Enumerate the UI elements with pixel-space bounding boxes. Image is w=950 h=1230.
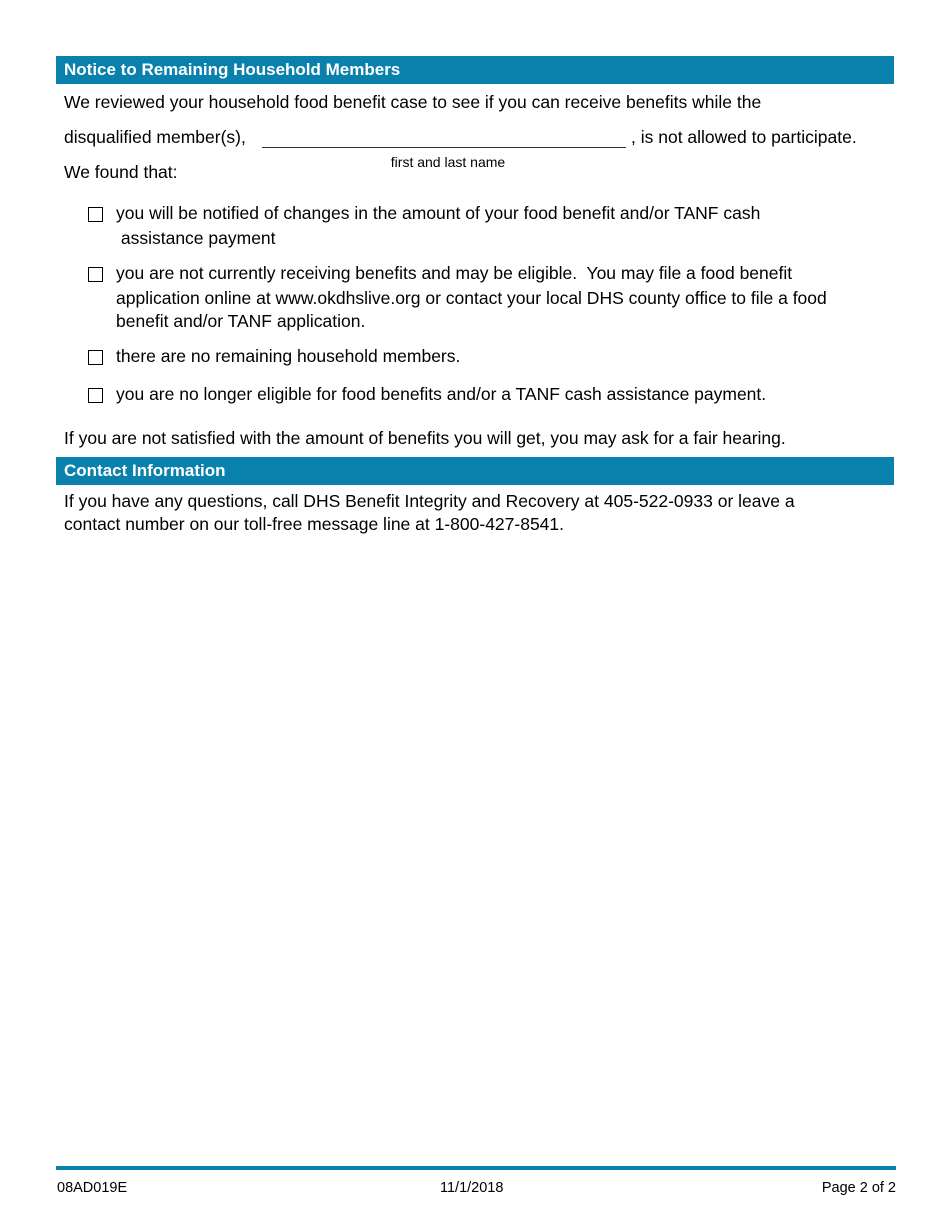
contact-line-2: contact number on our toll-free message line at 1-800-427-8541.: [64, 514, 565, 534]
option-no-longer-eligible-checkbox[interactable]: [88, 388, 103, 403]
footer-divider: [56, 1166, 896, 1170]
option-notified-checkbox[interactable]: [88, 207, 103, 222]
found-label: We found that:: [64, 162, 178, 182]
member-name-caption: first and last name: [390, 154, 506, 170]
option-notified-line-1: you will be notified of changes in the amount of your food benefit and/or TANF cash: [116, 203, 761, 223]
option-no-longer-eligible-text: you are no longer eligible for food benefits and/or a TANF cash assistance payment.: [116, 384, 767, 404]
option-no-members-checkbox[interactable]: [88, 350, 103, 365]
page-number: Page 2 of 2: [821, 1180, 896, 1196]
notice-intro-line-1: We reviewed your household food benefit case to see if you can receive benefits while the: [64, 92, 762, 112]
fair-hearing-text: If you are not satisfied with the amount of benefits you will get, you may ask for a fair hearing.: [64, 428, 786, 448]
notice-intro-line-2-suffix: , is not allowed to participate.: [631, 127, 857, 147]
member-name-field[interactable]: [262, 147, 626, 148]
option-may-be-eligible-checkbox[interactable]: [88, 267, 103, 282]
option-notified-line-2: assistance payment: [116, 228, 276, 248]
form-number: 08AD019E: [57, 1180, 128, 1196]
option-notified-text: [116, 202, 886, 250]
contact-section-header: Contact Information: [56, 457, 894, 485]
option-may-be-eligible-line-2: application online at www.okdhslive.org or contact your local DHS county office to file a food: [116, 288, 827, 308]
contact-line-1: If you have any questions, call DHS Benefit Integrity and Recovery at 405-522-0933 or leave a: [64, 491, 795, 511]
notice-intro-line-2-prefix: disqualified member(s),: [64, 127, 246, 147]
option-may-be-eligible-text: [116, 262, 886, 333]
option-may-be-eligible-line-1: you are not currently receiving benefits and may be eligible. You may file a food benefit: [116, 263, 793, 283]
form-date: 11/1/2018: [440, 1180, 504, 1196]
option-no-members-text: there are no remaining household members.: [116, 346, 461, 366]
option-may-be-eligible-line-3: benefit and/or TANF application.: [116, 311, 366, 331]
notice-section-header: Notice to Remaining Household Members: [56, 56, 894, 84]
